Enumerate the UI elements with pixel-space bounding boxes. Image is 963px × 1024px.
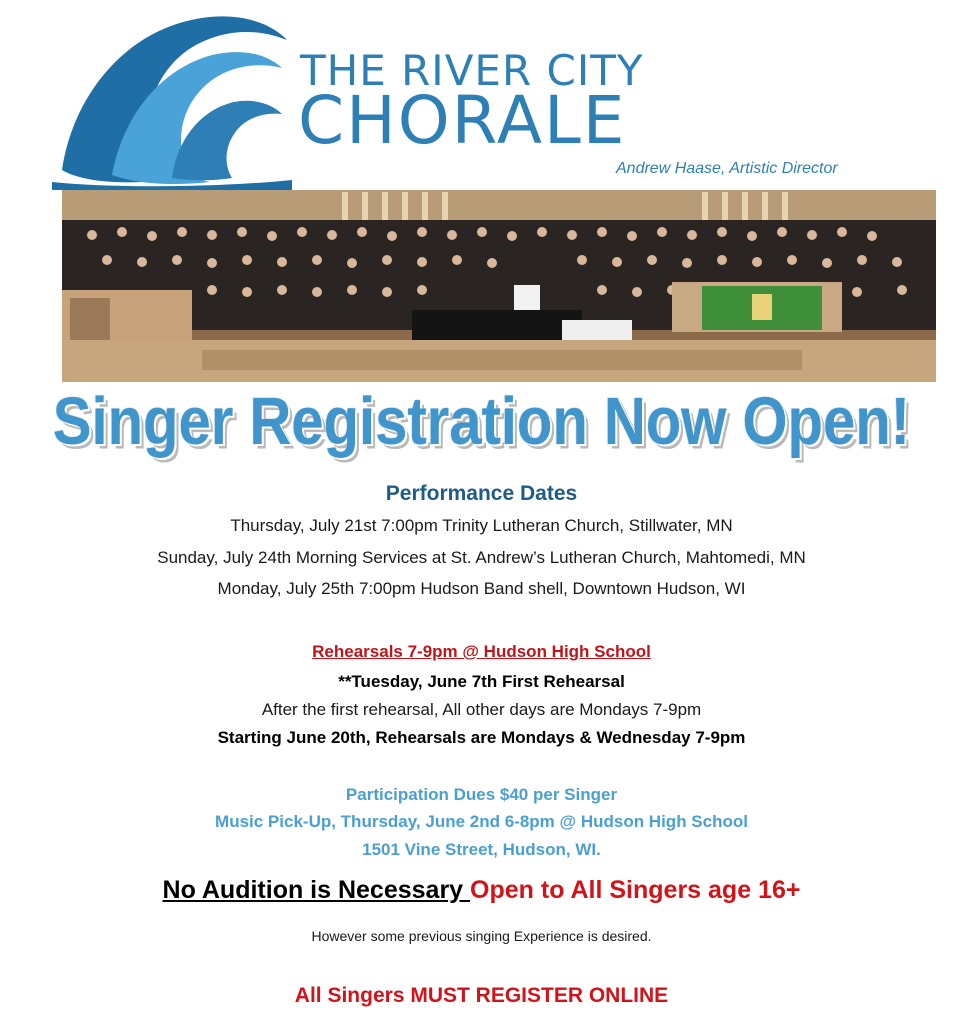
logo-line-1: THE RIVER CITY [300,46,644,95]
rehearsals-title: Rehearsals 7-9pm @ Hudson High School [312,642,651,661]
performance-date: Sunday, July 24th Morning Services at St. Andrew’s Lutheran Church, Mahtomedi, MN [157,548,806,567]
dues-line: Participation Dues $40 per Singer [345,785,618,804]
rehearsal-line: After the first rehearsal, All other days are Mondays 7-9pm [261,700,702,719]
experience-note: However some previous singing Experience is desired. [311,928,652,944]
register-online-text: All Singers MUST REGISTER ONLINE [294,984,669,1007]
music-pickup-line: Music Pick-Up, Thursday, June 2nd 6-8pm @ Hudson High School [215,812,748,831]
address-line: 1501 Vine Street, Hudson, WI. [362,840,601,859]
choir-photo [62,190,936,382]
performance-date: Monday, July 25th 7:00pm Hudson Band shell, Downtown Hudson, WI [217,579,746,598]
performance-date: Thursday, July 21st 7:00pm Trinity Lutheran Church, Stillwater, MN [230,516,733,535]
registration-headline: Singer Registration Now Open! [52,384,911,459]
performance-dates-title: Performance Dates [385,482,578,505]
artistic-director: Andrew Haase, Artistic Director [616,160,838,177]
wave-icon [52,10,292,190]
no-audition-text: No Audition is Necessary [162,876,471,904]
open-to-all-text: Open to All Singers age 16+ [470,876,801,904]
rehearsal-line: Starting June 20th, Rehearsals are Mondays & Wednesday 7-9pm [217,728,746,747]
rehearsal-line: **Tuesday, June 7th First Rehearsal [338,672,625,691]
logo-line-2: CHORALE [298,82,627,159]
chorale-logo [52,10,838,190]
audition-statement [0,876,963,905]
